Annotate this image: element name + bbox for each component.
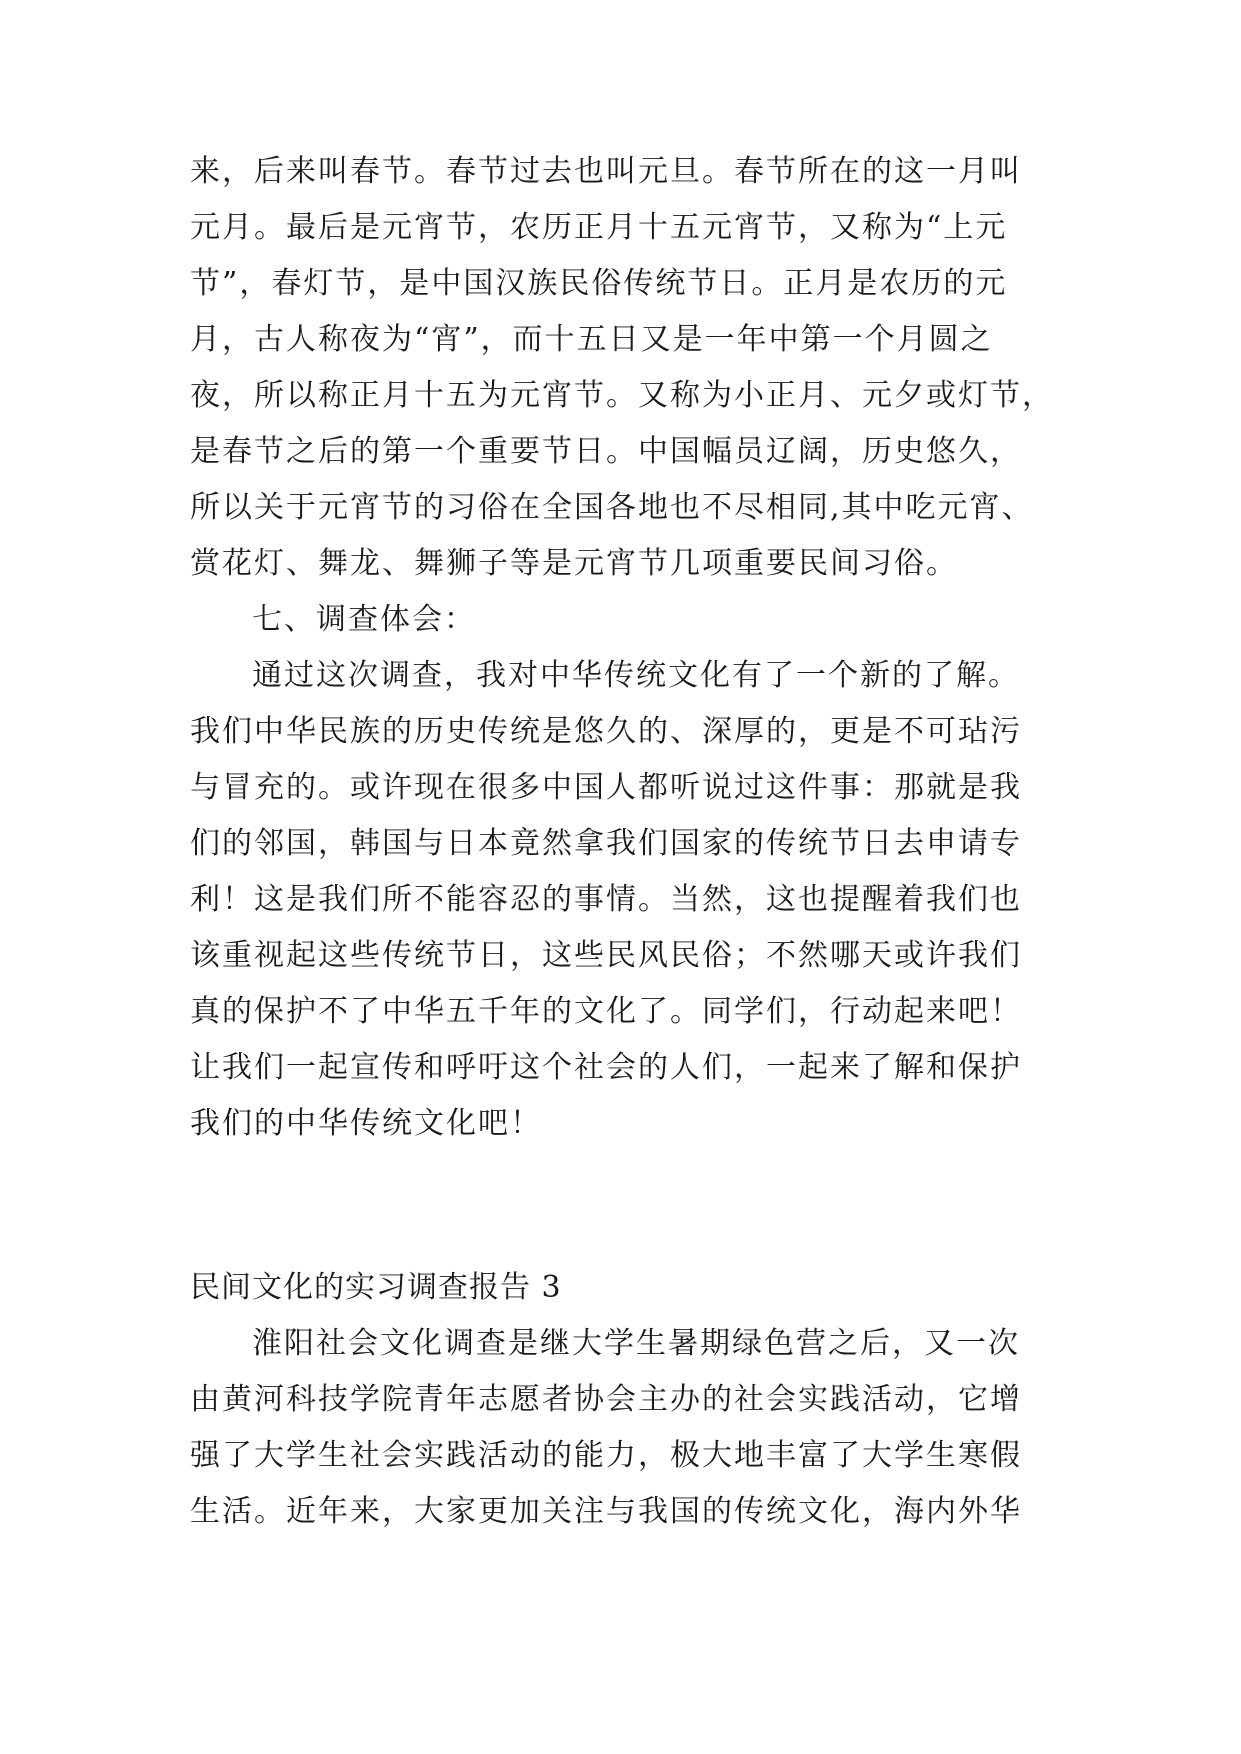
paragraph-line: 通过这次调查，我对中华传统文化有了一个新的了解。 — [252, 658, 1020, 693]
paragraph-line: 真的保护不了中华五千年的文化了。同学们，行动起来吧！ — [190, 994, 1022, 1029]
paragraph-line: 该重视起这些传统节日，这些民风民俗；不然哪天或许我们 — [190, 938, 1022, 973]
paragraph-line: 节”，春灯节，是中国汉族民俗传统节日。正月是农历的元 — [190, 266, 1008, 301]
paragraph-line: 我们的中华传统文化吧！ — [190, 1106, 542, 1141]
paragraph-line: 赏花灯、舞龙、舞狮子等是元宵节几项重要民间习俗。 — [190, 546, 958, 581]
section-heading: 七、调查体会： — [252, 602, 476, 637]
paragraph-line: 来，后来叫春节。春节过去也叫元旦。春节所在的这一月叫 — [190, 154, 1022, 189]
paragraph-line: 所以关于元宵节的习俗在全国各地也不尽相同,其中吃元宵、 — [190, 490, 1034, 525]
paragraph-line: 利！这是我们所不能容忍的事情。当然，这也提醒着我们也 — [190, 882, 1022, 917]
paragraph-line: 夜，所以称正月十五为元宵节。又称为小正月、元夕或灯节， — [190, 378, 1054, 413]
paragraph-line: 生活。近年来，大家更加关注与我国的传统文化，海内外华 — [190, 1494, 1022, 1529]
paragraph-line: 元月。最后是元宵节，农历正月十五元宵节，又称为“上元 — [190, 210, 1008, 245]
report-title: 民间文化的实习调查报告 3 — [190, 1270, 562, 1305]
paragraph-line: 与冒充的。或许现在很多中国人都听说过这件事：那就是我 — [190, 770, 1022, 805]
paragraph-line: 们的邻国，韩国与日本竟然拿我们国家的传统节日去申请专 — [190, 826, 1022, 861]
paragraph-line: 由黄河科技学院青年志愿者协会主办的社会实践活动，它增 — [190, 1382, 1022, 1417]
paragraph-line: 让我们一起宣传和呼吁这个社会的人们，一起来了解和保护 — [190, 1050, 1022, 1085]
paragraph-line: 强了大学生社会实践活动的能力，极大地丰富了大学生寒假 — [190, 1438, 1022, 1473]
paragraph-line: 月，古人称夜为“宵”，而十五日又是一年中第一个月圆之 — [190, 322, 993, 357]
paragraph-line: 淮阳社会文化调查是继大学生暑期绿色营之后，又一次 — [252, 1326, 1020, 1361]
paragraph-line: 我们中华民族的历史传统是悠久的、深厚的，更是不可玷污 — [190, 714, 1022, 749]
paragraph-line: 是春节之后的第一个重要节日。中国幅员辽阔，历史悠久， — [190, 434, 1022, 469]
